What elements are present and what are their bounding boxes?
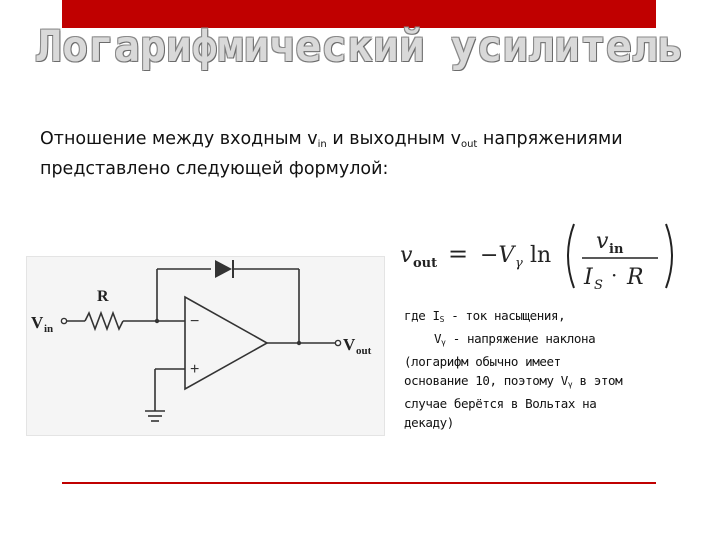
note-line-6: декаду)	[404, 415, 454, 430]
resistor	[85, 313, 123, 329]
formula-svg	[398, 216, 688, 296]
formula-den-r: R	[627, 265, 644, 290]
formula-ln: ln	[530, 243, 552, 268]
formula-lhs-sub: out	[413, 256, 438, 271]
formula-left-paren	[568, 224, 574, 288]
label-vout: V	[343, 335, 356, 354]
note-line-5: случае берётся в Вольтах на	[404, 396, 597, 411]
formula-den-s: S	[594, 278, 603, 293]
note-l4-sub: γ	[567, 380, 573, 389]
intro-mid: и выходным v	[326, 129, 461, 149]
label-r: R	[97, 288, 109, 305]
intro-text	[40, 127, 680, 181]
output-terminal	[335, 340, 340, 345]
formula-lhs: v	[400, 243, 413, 268]
note-l4-pre: основание 10, поэтому V	[404, 373, 568, 388]
intro-line-2: представлено следующей формулой:	[40, 159, 389, 179]
note-l2-post: - напряжение наклона	[445, 331, 596, 346]
note-line-1	[404, 306, 694, 329]
note-l1-pre: где I	[404, 308, 440, 323]
circuit-diagram	[26, 256, 385, 436]
circuit-svg	[27, 257, 384, 435]
formula-num: v	[596, 229, 609, 254]
label-vin: V	[31, 313, 44, 332]
note-l4-post: в этом	[572, 373, 623, 388]
note-line-2	[404, 329, 694, 352]
formula-equals: =	[448, 240, 469, 268]
formula-den-i: I	[584, 265, 593, 290]
note-l1-sub: S	[439, 315, 445, 324]
note-l2-sub: γ	[441, 338, 446, 347]
note-line-3: (логарифм обычно имеет	[404, 354, 561, 369]
diode-triangle	[215, 260, 232, 278]
label-vin-sub: in	[44, 323, 54, 335]
junction-out	[297, 341, 301, 345]
bottom-accent-line	[62, 482, 656, 484]
log-amp-formula	[398, 216, 688, 296]
formula-minus-v: −V	[480, 243, 515, 268]
note-line-4	[404, 371, 694, 394]
formula-den-dot: ·	[611, 263, 618, 287]
opamp-plus-sign: +	[190, 361, 200, 378]
label-vout-sub: out	[356, 345, 372, 357]
opamp-minus-sign: −	[190, 313, 200, 330]
note-l2-pre: V	[434, 331, 442, 346]
intro-pre: Отношение между входным v	[40, 129, 318, 149]
intro-sub-in: in	[317, 139, 327, 150]
junction-in	[155, 319, 159, 323]
formula-explanation	[404, 306, 694, 432]
slide-title: Логарифмический усилитель	[36, 22, 684, 72]
formula-right-paren	[666, 224, 672, 288]
intro-sub-out: out	[460, 139, 478, 150]
note-l1-post: - ток насыщения,	[444, 308, 566, 323]
intro-post: напряжениями	[477, 129, 623, 149]
intro-line-1	[40, 127, 680, 157]
input-terminal	[61, 318, 66, 323]
formula-gamma: γ	[515, 256, 523, 271]
formula-num-sub: in	[609, 242, 624, 257]
